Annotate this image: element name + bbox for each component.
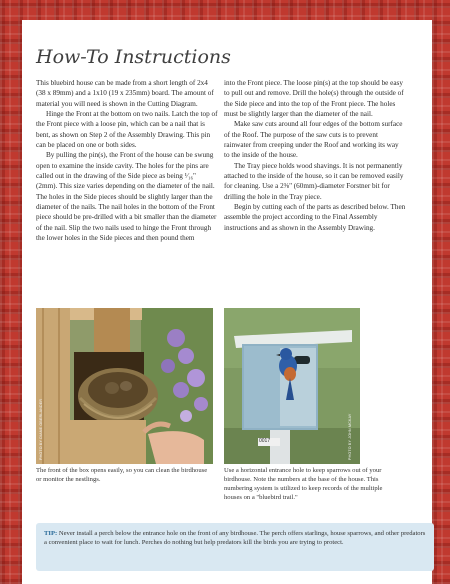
photo-credit: PHOTO BY JOHN MCKAY <box>348 413 352 460</box>
bluebird-photo <box>224 308 360 464</box>
paragraph: Hinge the Front at the bottom on two nails. Latch the top of the Front piece with a loose pin, which can be a nail that is bent, as shown on Step 2 of the Assembly Drawing. This pin can be placed on one or both sides. <box>36 110 218 150</box>
paragraph: into the Front piece. The loose pin(s) at the top should be easy to pull out and remove. Drill the hole(s) through the outside of the Side piece and into the top of the Front piece. The holes must be slightly larger than the diameter of the nail. <box>224 79 404 119</box>
right-text-column <box>224 78 406 233</box>
tip-box <box>36 523 434 571</box>
paragraph: The Tray piece holds wood shavings. It is not permanently attached to the inside of the house, so it can be removed easily for cleaning. Use a 2⅜" (60mm)-diameter Forstner bit for drilling the hole in the Tray piece. <box>224 161 404 201</box>
paragraph: Begin by cutting each of the parts as described below. Then assemble the project according to the Final Assembly instructions and as shown in the Assembly Drawing. <box>224 203 406 232</box>
nest-illustration <box>36 308 213 464</box>
paragraph: By pulling the pin(s), the Front of the house can be swung open to examine the inside cavity. The holes for the pins are called out in the drawing of the Side piece as being ¹⁄₁₆" (2mm). This size varies depending on the diameter of the nail. The holes in the Side pieces should be slightly larger than the diameter of the nails. The nail holes in the bottom of the Front piece should be pre-drilled with a bit smaller than the diameter of the nail. Slip the two nails used to hinge the Front through the lower holes in the Side pieces and then pound them <box>36 151 217 243</box>
page-title: How-To Instructions <box>36 46 231 68</box>
paragraph: Make saw cuts around all four edges of the bottom surface of the Roof. The purpose of the saw cuts is to prevent rainwater from creeping under the Roof and working its way to the inside of the house. <box>224 120 403 160</box>
bluebird-illustration <box>224 308 360 464</box>
tip-text: Never install a perch below the entrance hole on the front of any birdhouse. The perch offers starlings, house sparrows, and other predators a convenient place to wait for lunch. Perches do nothing but help predators kill the birds you are trying to protect. <box>44 530 426 547</box>
left-text-column <box>36 78 218 244</box>
tip-label: TIP: <box>44 530 58 537</box>
nest-photo <box>36 308 213 464</box>
photo-caption-left: The front of the box opens easily, so you can clean the birdhouse or monitor the nestlings. <box>36 467 208 483</box>
photo-credit: PHOTO BY DIANE OBERLANDER <box>39 398 43 460</box>
house-number-label: 0017 <box>259 438 271 444</box>
paragraph: This bluebird house can be made from a short length of 2x4 (38 x 89mm) and a 1x10 (19 x 235mm) board. The amount of material you will need is shown in the Cutting Diagram. <box>36 79 214 108</box>
photo-caption-right: Use a horizontal entrance hole to keep sparrows out of your birdhouse. Note the numbers at the base of the house. This numbering system is utilized to keep records of the multiple houses on a "bluebird trail." <box>224 467 383 501</box>
